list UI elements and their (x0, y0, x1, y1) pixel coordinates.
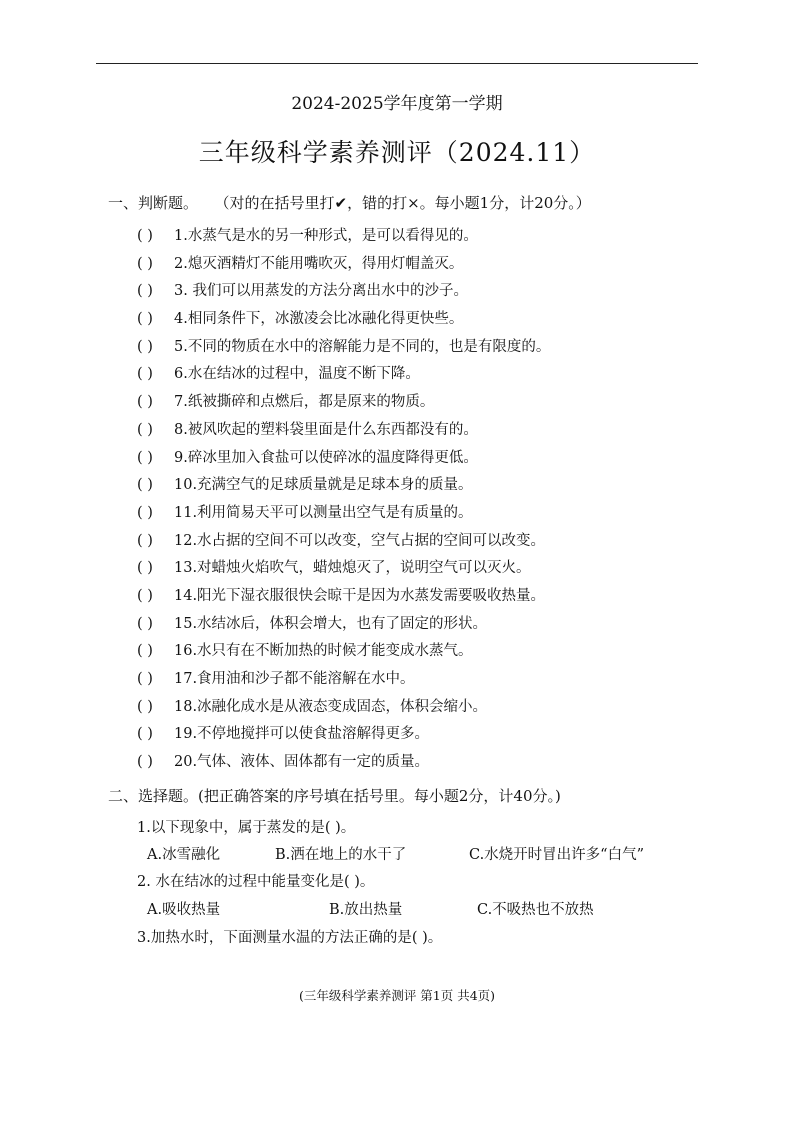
answer-blank: ( ) (137, 754, 153, 771)
answer-blank: ( ) (137, 698, 153, 715)
question-2-option-a: A.吸收热量 (147, 902, 221, 918)
tf-item (137, 364, 550, 392)
tf-item (137, 392, 550, 420)
tf-item (137, 226, 550, 254)
tf-item-text: 12.水占据的空间不可以改变，空气占据的空间可以改变。 (174, 532, 546, 549)
answer-blank: ( ) (137, 643, 153, 660)
question-2: 2. 水在结冰的过程中能量变化是( )。 (137, 874, 375, 890)
answer-blank: ( ) (137, 283, 153, 300)
answer-blank: ( ) (137, 560, 153, 577)
tf-item (137, 281, 550, 309)
tf-item (137, 309, 550, 337)
tf-item-text: 6.水在结冰的过程中，温度不断下降。 (174, 366, 420, 383)
tf-item-text: 3. 我们可以用蒸发的方法分离出水中的沙子。 (174, 283, 468, 300)
question-1-option-b: B.洒在地上的水干了 (275, 847, 407, 863)
true-false-list (137, 226, 550, 780)
answer-blank: ( ) (137, 671, 153, 687)
tf-item-text: 8.被风吹起的塑料袋里面是什么东西都没有的。 (174, 421, 478, 438)
answer-blank: ( ) (137, 394, 153, 411)
question-2-option-c: C.不吸热也不放热 (477, 902, 594, 918)
tf-item-text: 9.碎冰里加入食盐可以使碎冰的温度降得更低。 (174, 449, 478, 466)
tf-item (137, 724, 550, 752)
tf-item-text: 17.食用油和沙子都不能溶解在水中。 (174, 671, 415, 687)
answer-blank: ( ) (137, 338, 153, 355)
answer-blank: ( ) (137, 615, 153, 632)
question-1: 1.以下现象中，属于蒸发的是( )。 (137, 820, 356, 836)
tf-item-text: 10.充满空气的足球质量就是足球本身的质量。 (174, 477, 473, 494)
tf-item-text: 7.纸被撕碎和点燃后，都是原来的物质。 (174, 394, 435, 411)
section1-note: （对的在括号里打✔，错的打×。每小题1分，计20分。） (222, 194, 591, 212)
answer-blank: ( ) (137, 366, 153, 383)
answer-blank: ( ) (137, 255, 153, 272)
tf-item (137, 752, 550, 780)
tf-item-text: 16.水只有在不断加热的时候才能变成水蒸气。 (174, 643, 473, 660)
tf-item (137, 697, 550, 725)
tf-item (137, 614, 550, 642)
tf-item-text: 1.水蒸气是水的另一种形式，是可以看得见的。 (174, 228, 478, 244)
tf-item-text: 4.相同条件下，冰激凌会比冰融化得更快些。 (174, 311, 464, 328)
question-1-option-c: C.水烧开时冒出许多“白气” (469, 847, 645, 863)
tf-item-text: 19.不停地搅拌可以使食盐溶解得更多。 (174, 726, 430, 743)
tf-item (137, 669, 550, 697)
question-3: 3.加热水时，下面测量水温的方法正确的是( )。 (137, 930, 443, 946)
tf-item-text: 5.不同的物质在水中的溶解能力是不同的，也是有限度的。 (174, 338, 551, 355)
question-2-option-b: B.放出热量 (329, 902, 403, 918)
tf-item (137, 641, 550, 669)
tf-item-text: 14.阳光下湿衣服很快会晾干是因为水蒸发需要吸收热量。 (174, 587, 546, 604)
answer-blank: ( ) (137, 311, 153, 328)
tf-item-text: 15.水结冰后，体积会增大，也有了固定的形状。 (174, 615, 488, 632)
tf-item (137, 254, 550, 282)
tf-item-text: 11.利用简易天平可以测量出空气是有质量的。 (174, 504, 473, 521)
tf-item (137, 503, 550, 531)
answer-blank: ( ) (137, 228, 153, 244)
page-title: 三年级科学素养测评（2024.11） (198, 138, 596, 167)
tf-item (137, 337, 550, 365)
answer-blank: ( ) (137, 449, 153, 466)
tf-item-text: 18.冰融化成水是从液态变成固态，体积会缩小。 (174, 698, 488, 715)
tf-item-text: 13.对蜡烛火焰吹气，蜡烛熄灭了，说明空气可以灭火。 (174, 560, 531, 577)
tf-item (137, 475, 550, 503)
answer-blank: ( ) (137, 587, 153, 604)
top-rule (96, 63, 698, 64)
question-1-option-a: A.冰雪融化 (147, 847, 221, 863)
tf-item (137, 448, 550, 476)
section1-title: 一、判断题。 (108, 194, 199, 212)
answer-blank: ( ) (137, 421, 153, 438)
page-footer: (三年级科学素养测评 第1页 共4页) (298, 988, 496, 1003)
tf-item-text: 2.熄灭酒精灯不能用嘴吹灭，得用灯帽盖灭。 (174, 255, 464, 272)
answer-blank: ( ) (137, 477, 153, 494)
section2-heading: 二、选择题。(把正确答案的序号填在括号里。每小题2分，计40分。) (108, 787, 561, 805)
tf-item (137, 558, 550, 586)
answer-blank: ( ) (137, 532, 153, 549)
tf-item (137, 531, 550, 559)
tf-item-text: 20.气体、液体、固体都有一定的质量。 (174, 754, 430, 771)
term-label: 2024-2025学年度第一学期 (291, 94, 503, 114)
tf-item (137, 586, 550, 614)
answer-blank: ( ) (137, 726, 153, 743)
tf-item (137, 420, 550, 448)
answer-blank: ( ) (137, 504, 153, 521)
section1-heading (108, 192, 591, 213)
